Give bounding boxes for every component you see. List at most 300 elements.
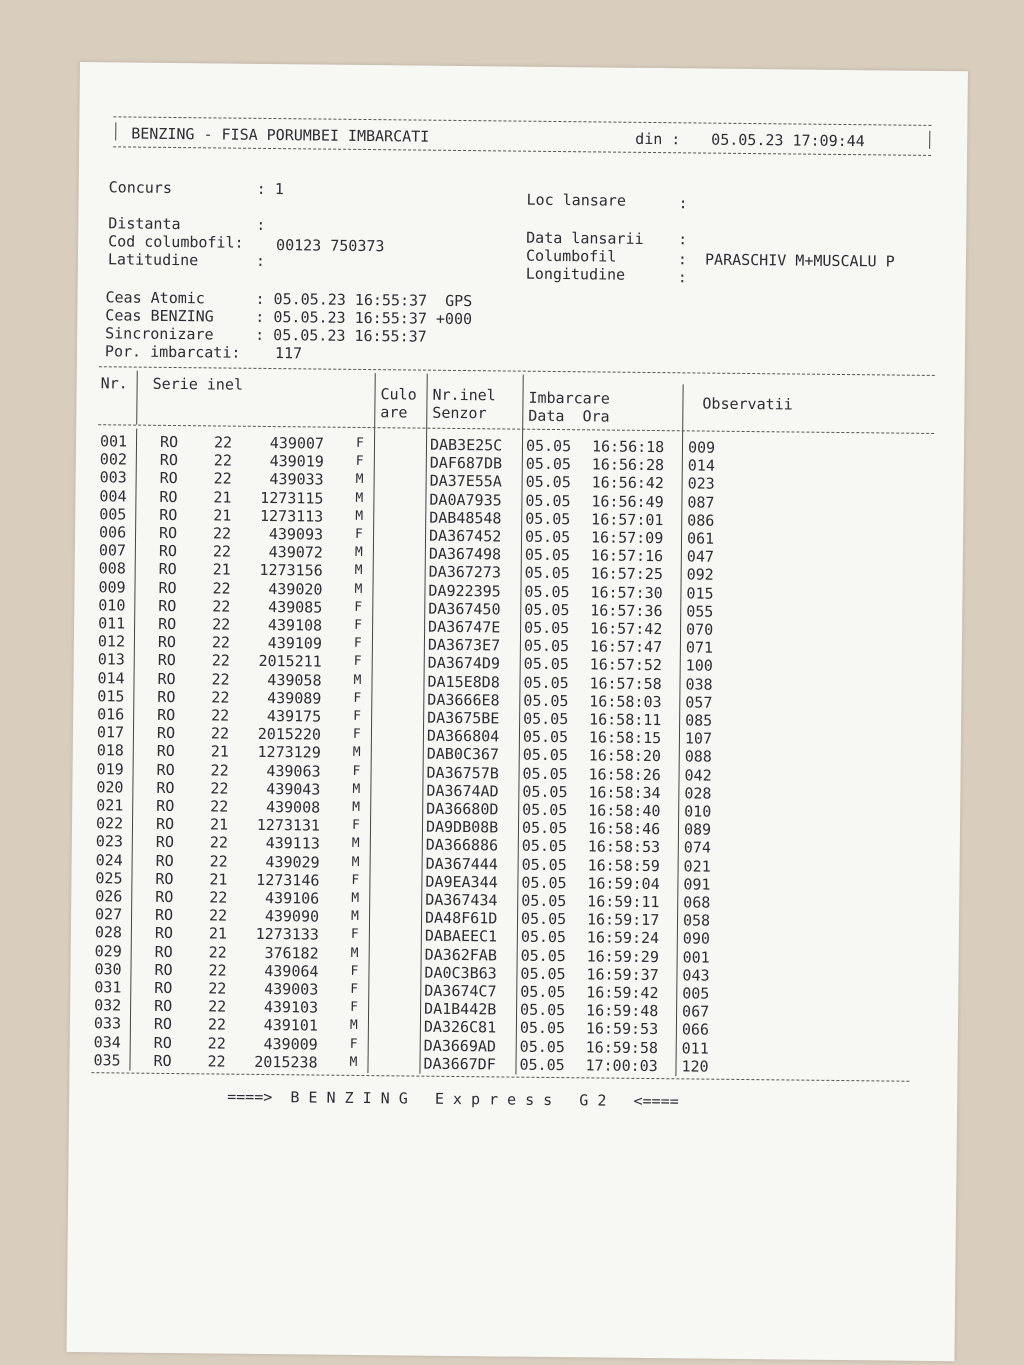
sensor-ring: DA366886 [425, 836, 499, 855]
ring-number: 439106 [264, 888, 320, 908]
observation: 107 [684, 729, 713, 748]
distanta-value: : [256, 215, 266, 234]
ring-year: 21 [209, 815, 229, 834]
ring-year: 22 [207, 1052, 226, 1071]
header-culoare-2: are [380, 403, 408, 422]
ring-year: 22 [213, 469, 232, 489]
country-code: RO [155, 851, 174, 870]
sex: F [350, 1000, 359, 1016]
sex: M [351, 854, 360, 870]
sex: M [349, 1018, 358, 1034]
row-number: 012 [97, 632, 126, 651]
country-code: RO [156, 796, 175, 816]
sex: F [350, 981, 359, 997]
observation: 068 [683, 893, 711, 912]
sensor-ring: DA367273 [428, 563, 502, 582]
cod-columbofil-value: 00123 750373 [275, 236, 385, 256]
observation: 009 [687, 438, 716, 457]
ring-year: 22 [208, 961, 227, 980]
country-code: RO [159, 469, 178, 488]
observation: 057 [685, 693, 713, 712]
ring-number: 439085 [268, 597, 323, 617]
sensor-ring: DA3666E8 [427, 690, 500, 710]
header-serie-inel: Serie inel [152, 374, 244, 394]
row-number: 011 [98, 614, 126, 633]
boarding-date: 05.05 [525, 473, 571, 492]
header-nr: Nr. [100, 374, 128, 393]
row-number: 014 [97, 668, 125, 688]
ring-number: 1273115 [260, 488, 324, 508]
sensor-ring: DA9EA344 [425, 872, 498, 892]
observation: 089 [683, 820, 712, 839]
country-code: RO [158, 560, 177, 579]
ring-year: 21 [208, 924, 228, 943]
ring-number: 439009 [263, 1034, 318, 1054]
observation: 067 [681, 1002, 710, 1021]
boarding-time: 16:58:20 [588, 746, 662, 766]
boarding-date: 05.05 [525, 454, 572, 474]
ring-number: 439108 [267, 615, 323, 635]
ring-number: 1273156 [259, 561, 323, 580]
boarding-time: 16:58:53 [587, 837, 661, 857]
boarding-time: 16:57:01 [591, 510, 664, 529]
sex: M [354, 581, 363, 597]
boarding-time: 16:58:15 [588, 728, 662, 748]
sensor-ring: DA48F61D [424, 908, 498, 928]
ring-year: 22 [209, 833, 228, 852]
ring-number: 439175 [266, 706, 322, 726]
boarding-date: 05.05 [524, 600, 570, 619]
row-number: 010 [98, 596, 126, 615]
data-lansarii-label: Data lansarii [526, 228, 644, 248]
country-code: RO [158, 578, 177, 597]
porumbei-imbarcati-label: Por. imbarcati: [104, 342, 241, 362]
country-code: RO [159, 505, 178, 524]
observation: 010 [684, 802, 712, 821]
ring-number: 439113 [265, 834, 320, 853]
columbofil-value: : PARASCHIV M+MUSCALU P [677, 250, 895, 271]
country-code: RO [154, 924, 174, 943]
ring-number: 439007 [269, 434, 325, 453]
boarding-time: 16:59:48 [586, 1001, 659, 1021]
observation: 023 [687, 474, 715, 494]
row-number: 017 [96, 723, 125, 742]
ring-year: 22 [208, 906, 228, 925]
sensor-ring: DAF687DB [429, 453, 503, 473]
sensor-ring: DA3669AD [423, 1036, 497, 1056]
country-code: RO [157, 669, 176, 688]
observation: 047 [686, 547, 715, 566]
boarding-date: 05.05 [525, 491, 571, 510]
ring-number: 439103 [263, 998, 319, 1017]
sensor-ring: DAB48548 [429, 508, 502, 528]
ring-year: 21 [209, 870, 228, 889]
sex: F [350, 927, 359, 943]
title-left-border [115, 122, 116, 140]
header-nr-inel-1: Nr.inel [432, 385, 496, 405]
row-number: 018 [96, 741, 124, 760]
ring-year: 22 [210, 779, 229, 798]
ring-year: 21 [210, 742, 229, 761]
country-code: RO [155, 887, 174, 907]
ring-year: 21 [213, 488, 232, 507]
boarding-time: 16:59:04 [587, 874, 660, 893]
sex: M [351, 890, 360, 906]
country-code: RO [156, 760, 175, 779]
header-imbarcare-2: Data Ora [528, 406, 610, 426]
observation: 100 [685, 656, 713, 676]
observation: 028 [684, 784, 712, 803]
boarding-date: 05.05 [522, 746, 569, 765]
latitudine-value: : [255, 251, 266, 270]
country-code: RO [158, 596, 177, 615]
din-label: din : [635, 129, 681, 149]
sex: M [355, 472, 364, 488]
ring-number: 1273113 [259, 506, 324, 526]
sex: M [352, 745, 361, 761]
country-code: RO [157, 687, 176, 706]
ring-number: 439064 [264, 961, 319, 981]
ring-number: 439020 [268, 579, 323, 599]
row-number: 019 [96, 759, 124, 779]
header-imbarcare-1: Imbarcare [528, 388, 610, 408]
observation: 071 [685, 638, 714, 657]
header-bottom-border [98, 424, 934, 434]
ring-year: 22 [212, 597, 231, 616]
title-top-border [113, 116, 931, 126]
row-number: 005 [99, 505, 127, 524]
sensor-ring: DA36747E [428, 617, 501, 637]
sensor-ring: DA3674D9 [427, 654, 501, 673]
sensor-ring: DA3675BE [427, 708, 500, 728]
data-lansarii-value: : [678, 230, 688, 249]
country-code: RO [154, 942, 173, 961]
sensor-ring: DA36757B [426, 763, 499, 783]
country-code: RO [156, 724, 176, 743]
concurs-label: Concurs [108, 178, 172, 197]
longitudine-label: Longitudine [525, 264, 626, 284]
country-code: RO [154, 978, 173, 998]
row-number: 033 [93, 1014, 122, 1033]
boarding-date: 05.05 [524, 618, 570, 638]
sex: M [354, 563, 363, 579]
boarding-time: 16:57:58 [589, 673, 662, 693]
country-code: RO [155, 815, 175, 834]
sex: F [352, 763, 361, 779]
boarding-time: 17:00:03 [585, 1056, 658, 1075]
row-number: 008 [98, 559, 126, 578]
ring-number: 439043 [266, 779, 321, 799]
sex: F [355, 454, 364, 470]
sex: M [349, 1054, 358, 1070]
country-code: RO [154, 997, 173, 1016]
boarding-time: 16:57:47 [589, 637, 663, 657]
row-number: 016 [97, 705, 125, 724]
boarding-date: 05.05 [522, 800, 568, 820]
report-title: BENZING - FISA PORUMBEI IMBARCATI [131, 124, 430, 146]
sensor-ring: DA362FAB [424, 945, 498, 965]
boarding-date: 05.05 [522, 764, 568, 783]
ring-year: 21 [212, 560, 231, 579]
sex: F [351, 872, 360, 888]
ring-number: 2015220 [257, 725, 322, 744]
sex: F [355, 435, 364, 451]
boarding-date: 05.05 [520, 1000, 566, 1020]
longitudine-value: : [677, 268, 687, 287]
concurs-value: : 1 [256, 179, 284, 199]
boarding-time: 16:59:11 [587, 892, 660, 912]
printout-sheet [66, 62, 967, 1361]
ring-year: 22 [210, 724, 230, 743]
report-datetime: 05.05.23 17:09:44 [711, 130, 865, 151]
boarding-date: 05.05 [520, 946, 566, 965]
ceas-atomic-value: : 05.05.23 16:55:37 GPS [255, 289, 473, 311]
observation: 092 [686, 565, 714, 585]
country-code: RO [159, 451, 178, 470]
ring-number: 439089 [267, 688, 322, 708]
observation: 001 [682, 947, 710, 967]
boarding-date: 05.05 [520, 909, 567, 929]
ring-number: 439063 [266, 761, 321, 781]
boarding-time: 16:59:24 [586, 928, 660, 948]
porumbei-imbarcati-value: 117 [274, 344, 303, 363]
country-code: RO [156, 742, 175, 761]
sex: M [353, 672, 362, 688]
ring-number: 439019 [269, 452, 324, 471]
country-code: RO [158, 523, 178, 543]
boarding-date: 05.05 [522, 727, 569, 747]
sex: F [353, 690, 362, 706]
boarding-date: 05.05 [519, 1019, 566, 1038]
observation: 086 [687, 511, 715, 530]
ceas-benzing-label: Ceas BENZING [105, 306, 214, 326]
ring-number: 1273133 [255, 925, 319, 944]
country-code: RO [159, 487, 178, 506]
row-number: 022 [95, 814, 124, 833]
table-top-border [99, 366, 935, 376]
ring-year: 22 [212, 542, 232, 561]
ring-year: 22 [208, 979, 227, 998]
boarding-time: 16:59:29 [586, 946, 660, 966]
ring-year: 22 [211, 688, 230, 707]
country-code: RO [154, 960, 173, 979]
boarding-time: 16:58:59 [587, 855, 660, 875]
ring-year: 22 [213, 433, 233, 452]
observation: 085 [685, 711, 713, 730]
boarding-date: 05.05 [521, 891, 567, 911]
boarding-time: 16:59:53 [585, 1019, 659, 1039]
boarding-time: 16:56:49 [591, 491, 664, 511]
latitudine-label: Latitudine [107, 250, 199, 270]
boarding-date: 05.05 [523, 673, 569, 692]
sex: F [354, 526, 363, 542]
observation: 011 [681, 1038, 709, 1058]
sensor-ring: DA367452 [428, 526, 502, 546]
boarding-time: 16:59:42 [586, 983, 659, 1003]
sex: F [353, 654, 362, 670]
country-code: RO [157, 633, 177, 652]
ring-number: 439090 [264, 907, 320, 926]
observation: 066 [681, 1020, 710, 1040]
ring-number: 439003 [264, 979, 319, 999]
observation: 087 [687, 492, 715, 512]
country-code: RO [155, 833, 174, 852]
sensor-ring: DABAEEC1 [424, 927, 498, 946]
row-number: 035 [93, 1050, 121, 1070]
sensor-ring: DA3673E7 [427, 635, 501, 655]
sex: F [351, 818, 360, 834]
boarding-time: 16:59:58 [585, 1037, 659, 1057]
boarding-time: 16:57:36 [590, 601, 663, 620]
columbofil-label: Columbofil [525, 246, 617, 266]
boarding-time: 16:57:30 [590, 582, 663, 602]
ring-number: 439101 [263, 1016, 319, 1035]
row-number: 028 [94, 923, 123, 942]
ring-year: 22 [212, 579, 231, 598]
observation: 055 [686, 602, 714, 621]
sex: F [353, 708, 362, 724]
country-code: RO [156, 778, 175, 797]
boarding-time: 16:59:37 [586, 965, 659, 984]
boarding-date: 05.05 [523, 655, 569, 674]
cod-columbofil-label: Cod columbofil: [108, 232, 244, 252]
sex: F [354, 617, 363, 633]
ring-number: 2015211 [258, 652, 322, 671]
boarding-date: 05.05 [525, 436, 572, 456]
ring-year: 22 [208, 997, 227, 1016]
header-nr-inel-2: Senzor [432, 403, 487, 423]
row-number: 030 [94, 959, 122, 979]
ring-number: 1273129 [257, 743, 321, 762]
observation: 058 [682, 911, 711, 930]
boarding-date: 05.05 [522, 782, 568, 801]
sensor-ring: DA326C81 [423, 1018, 497, 1037]
ring-number: 439029 [265, 852, 320, 872]
boarding-time: 16:57:52 [589, 655, 663, 675]
row-number: 024 [95, 850, 123, 870]
sex: M [350, 945, 359, 961]
ring-number: 439008 [265, 797, 321, 817]
sensor-ring: DA922395 [428, 581, 501, 601]
sex: F [352, 727, 361, 743]
ring-year: 22 [207, 1033, 226, 1053]
country-code: RO [154, 906, 174, 925]
sex: F [349, 1036, 358, 1052]
sincronizare-value: : 05.05.23 16:55:37 [255, 325, 427, 346]
country-code: RO [159, 432, 179, 452]
row-number: 026 [95, 887, 123, 906]
boarding-time: 16:58:03 [589, 692, 662, 711]
ring-number: 376182 [264, 943, 319, 963]
boarding-time: 16:56:28 [591, 455, 665, 475]
boarding-date: 05.05 [524, 564, 570, 583]
ring-year: 22 [211, 670, 230, 689]
ring-year: 22 [209, 888, 228, 907]
sex: M [351, 836, 360, 852]
sex: M [354, 545, 363, 561]
ring-year: 22 [211, 651, 230, 670]
ring-year: 22 [211, 633, 231, 652]
sensor-ring: DA366804 [426, 726, 500, 746]
sensor-ring: DA367434 [425, 890, 498, 910]
boarding-date: 05.05 [523, 636, 570, 656]
sex: M [350, 909, 359, 925]
country-code: RO [153, 1033, 172, 1052]
sincronizare-label: Sincronizare [105, 324, 214, 344]
row-number: 007 [98, 541, 127, 560]
ceas-atomic-label: Ceas Atomic [105, 288, 205, 308]
observation: 074 [683, 838, 711, 858]
sensor-ring: DA3667DF [423, 1054, 496, 1074]
row-number: 029 [94, 941, 122, 961]
country-code: RO [158, 542, 178, 561]
boarding-time: 16:56:18 [591, 437, 665, 457]
sensor-ring: DA367444 [425, 854, 498, 874]
sensor-ring: DA9DB08B [425, 817, 499, 837]
boarding-date: 05.05 [521, 855, 567, 874]
row-number: 023 [95, 832, 124, 851]
boarding-date: 05.05 [524, 527, 571, 547]
country-code: RO [153, 1051, 172, 1070]
boarding-date: 05.05 [521, 873, 567, 892]
row-number: 006 [98, 523, 127, 542]
ring-number: 439033 [269, 470, 324, 489]
ring-number: 439058 [267, 670, 322, 690]
boarding-time: 16:58:11 [589, 710, 662, 730]
observation: 043 [682, 966, 710, 985]
ring-number: 439109 [267, 634, 323, 653]
sensor-ring: DA3674C7 [424, 981, 497, 1001]
ring-number: 2015238 [254, 1052, 318, 1072]
boarding-date: 05.05 [520, 964, 566, 983]
row-number: 034 [93, 1032, 121, 1052]
ring-number: 439072 [268, 543, 323, 562]
ring-number: 439093 [268, 525, 324, 544]
observation: 090 [682, 929, 711, 949]
sensor-ring: DAB0C367 [426, 745, 500, 764]
sensor-ring: DA367498 [428, 544, 502, 564]
sensor-ring: DA0C3B63 [424, 963, 497, 983]
observation: 042 [684, 765, 712, 785]
sex: M [352, 781, 361, 797]
observation: 015 [686, 583, 714, 603]
ring-year: 21 [213, 506, 232, 525]
boarding-time: 16:58:40 [588, 801, 661, 821]
ring-year: 22 [209, 851, 228, 871]
row-number: 004 [99, 486, 127, 506]
sensor-ring: DAB3E25C [429, 435, 503, 455]
boarding-date: 05.05 [521, 818, 568, 838]
row-number: 013 [97, 650, 125, 669]
ring-year: 22 [212, 615, 231, 634]
sex: F [350, 963, 359, 979]
sex: M [355, 490, 364, 506]
boarding-time: 16:57:25 [590, 564, 664, 584]
ring-year: 22 [211, 706, 230, 725]
country-code: RO [157, 705, 176, 725]
row-number: 015 [97, 687, 125, 706]
boarding-date: 05.05 [525, 509, 571, 528]
row-number: 002 [99, 450, 128, 469]
boarding-date: 05.05 [524, 545, 571, 565]
observation: 088 [684, 747, 712, 767]
sex: F [353, 636, 362, 652]
sex: M [352, 799, 361, 815]
boarding-time: 16:58:46 [587, 819, 661, 839]
ring-year: 22 [208, 942, 227, 962]
boarding-date: 05.05 [519, 1037, 565, 1056]
sensor-ring: DA37E55A [429, 472, 502, 491]
